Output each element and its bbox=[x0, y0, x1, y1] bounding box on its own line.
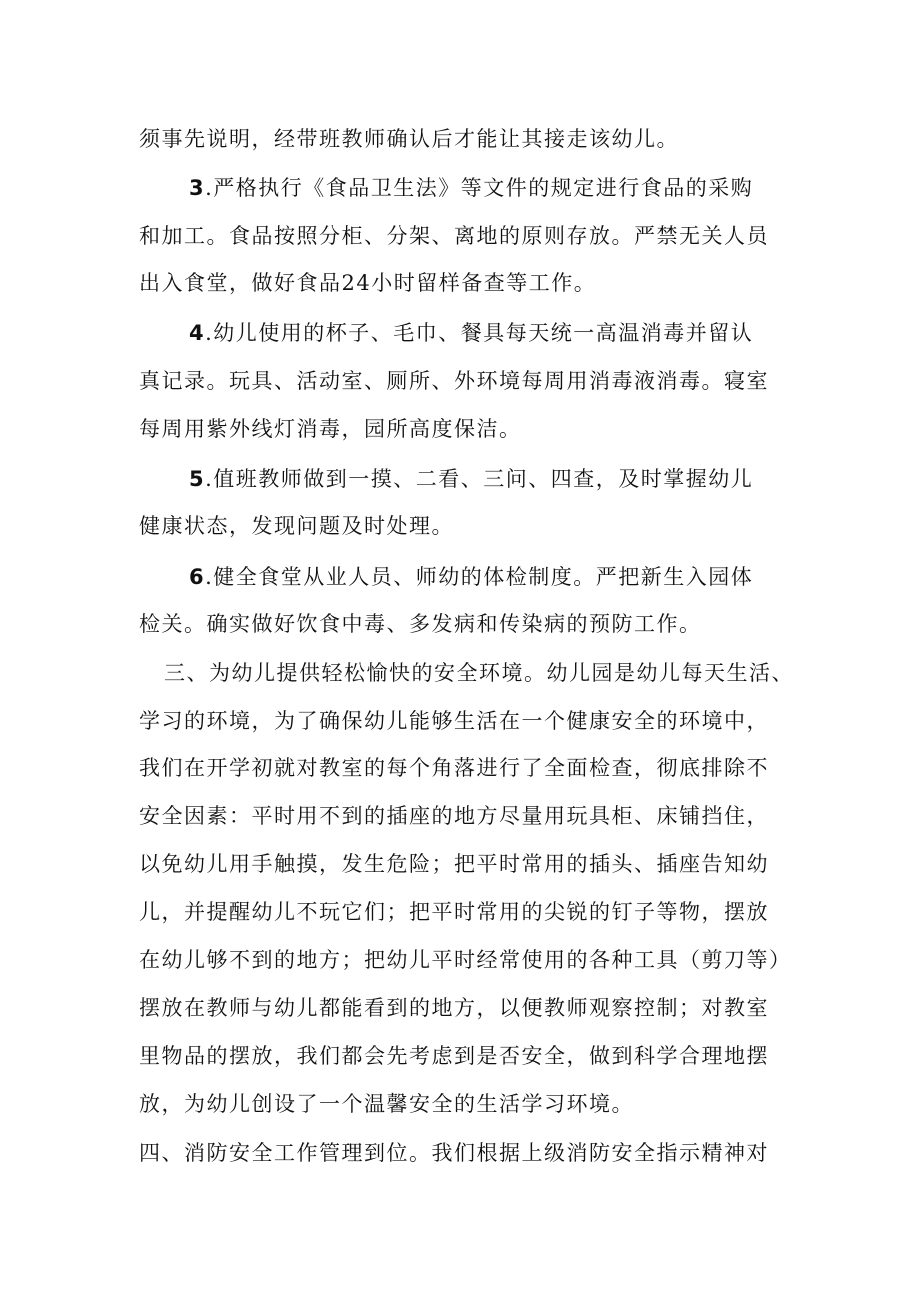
section3-line: 摆放在教师与幼儿都能看到的地方，以便教师观察控制；对教室 bbox=[139, 996, 769, 1020]
item5-number: 5 bbox=[189, 467, 206, 491]
section4-line1: 四、消防安全工作管理到位。我们根据上级消防安全指示精神对 bbox=[139, 1141, 769, 1165]
item4-line3: 每周用紫外线灯消毒，园所高度保洁。 bbox=[139, 417, 522, 441]
section3-line: 以免幼儿用手触摸，发生危险；把平时常用的插头、插座告知幼 bbox=[139, 852, 769, 876]
section3-line: 里物品的摆放，我们都会先考虑到是否安全，做到科学合理地摆 bbox=[139, 1044, 769, 1068]
item4-line2: 真记录。玩具、活动室、厕所、外环境每周用消毒液消毒。寝室 bbox=[139, 369, 769, 393]
item3-text1: .严格执行《食品卫生法》等文件的规定进行食品的采购 bbox=[205, 176, 754, 200]
item5-line2: 健康状态，发现问题及时处理。 bbox=[139, 514, 454, 538]
item6-text1: .健全食堂从业人员、师幼的体检制度。严把新生入园体 bbox=[205, 565, 754, 589]
section3-line: 安全因素：平时用不到的插座的地方尽量用玩具柜、床铺挡住， bbox=[139, 804, 769, 828]
item5-text1: .值班教师做到一摸、二看、三问、四查，及时掌握幼儿 bbox=[205, 467, 754, 491]
section3-line: 在幼儿够不到的地方；把幼儿平时经常使用的各种工具（剪刀等） bbox=[139, 948, 792, 972]
item3-line1 bbox=[189, 172, 753, 204]
section3-line: 学习的环境，为了确保幼儿能够生活在一个健康安全的环境中， bbox=[139, 709, 769, 733]
section3-line: 三、为幼儿提供轻松愉快的安全环境。幼儿园是幼儿每天生活、 bbox=[164, 661, 794, 685]
item6-line1 bbox=[189, 561, 753, 593]
item6-line2: 检关。确实做好饮食中毒、多发病和传染病的预防工作。 bbox=[139, 612, 702, 636]
item6-number: 6 bbox=[189, 565, 206, 589]
section3-line: 儿，并提醒幼儿不玩它们；把平时常用的尖锐的钉子等物，摆放 bbox=[139, 900, 769, 924]
item3-line3: 出入食堂，做好食品24小时留样备查等工作。 bbox=[139, 271, 597, 295]
item5-line1 bbox=[189, 463, 753, 495]
item4-text1: .幼儿使用的杯子、毛巾、餐具每天统一高温消毒并留认 bbox=[205, 321, 754, 345]
section3-line: 放，为幼儿创设了一个温馨安全的生活学习环境。 bbox=[139, 1092, 634, 1116]
item3-line2: 和加工。食品按照分柜、分架、离地的原则存放。严禁无关人员 bbox=[139, 224, 769, 248]
item4-line1 bbox=[189, 317, 753, 349]
item2-tail-line: 须事先说明，经带班教师确认后才能让其接走该幼儿。 bbox=[139, 127, 679, 151]
section3-line: 我们在开学初就对教室的每个角落进行了全面检查，彻底排除不 bbox=[139, 756, 769, 780]
item4-number: 4 bbox=[189, 321, 206, 345]
item3-number: 3 bbox=[189, 176, 206, 200]
